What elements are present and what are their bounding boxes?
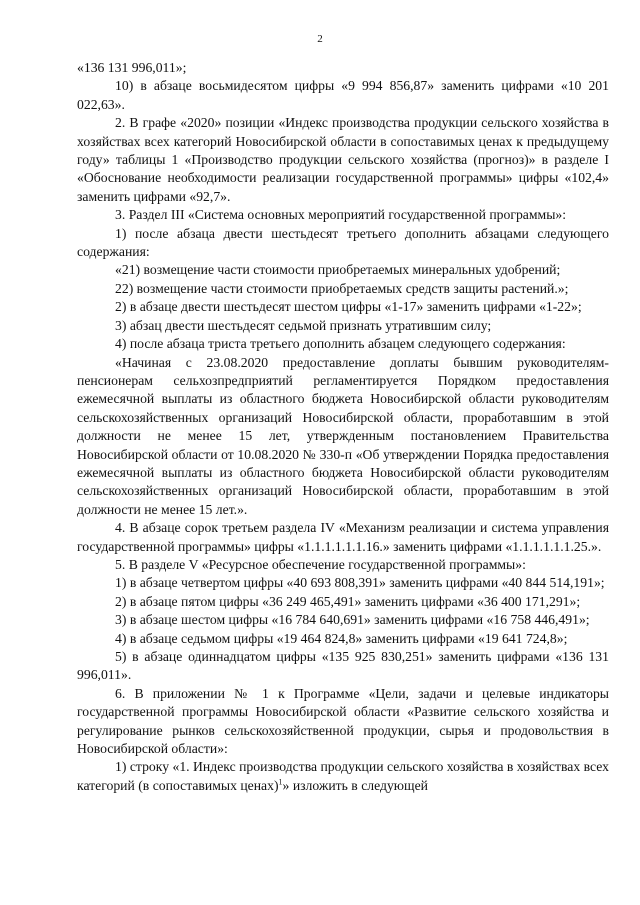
paragraph: 4) после абзаца триста третьего дополнить абзацем следующего содержания: xyxy=(115,336,566,352)
paragraph: 2) в абзаце двести шестьдесят шестом цифры «1-17» заменить цифрами «1-22»; xyxy=(115,299,582,315)
paragraph: «21) возмещение части стоимости приобретаемых минеральных удобрений; xyxy=(115,262,561,278)
page-number: 2 xyxy=(317,33,323,45)
paragraph: 3) абзац двести шестьдесят седьмой признать утратившим силу; xyxy=(115,317,492,333)
paragraph: 3. Раздел III «Система основных мероприятий государственной программы»: xyxy=(115,207,567,223)
paragraph-text: 1) строку «1. Индекс производства продукции сельского хозяйства в хозяйствах всех категорий (в сопоставимых ценах) xyxy=(77,759,609,793)
paragraph: 2. В графе «2020» позиции «Индекс производства продукции сельского хозяйства в хозяйствах всех категорий Новосибирской области в сопоставимых ценах к предыдущему году» таблицы 1 «Производство продукции сельского хозяйства (прогноз)» в разделе I «Обоснование необходимости реализации государственной программы» цифры «102,4» заменить цифрами «92,7». xyxy=(77,115,609,204)
paragraph: 4. В абзаце сорок третьем раздела IV «Механизм реализации и система управления государственной программы» цифры «1.1.1.1.1.1.16.» заменить цифрами «1.1.1.1.1.1.25.». xyxy=(77,520,609,554)
paragraph: 1) в абзаце четвертом цифры «40 693 808,391» заменить цифрами «40 844 514,191»; xyxy=(115,575,605,591)
paragraph: «136 131 996,011»; xyxy=(77,60,187,75)
paragraph: 6. В приложении № 1 к Программе «Цели, задачи и целевые индикаторы государственной программы Новосибирской области «Развитие сельского хозяйства и регулирование рынков сельскохозяйственной продукции, сырья и продовольствия в Новосибирской области»: xyxy=(77,685,609,757)
paragraph: 5) в абзаце одиннадцатом цифры «135 925 830,251» заменить цифрами «136 131 996,011». xyxy=(77,649,609,683)
document-body xyxy=(77,59,609,795)
paragraph: 3) в абзаце шестом цифры «16 784 640,691» заменить цифрами «16 758 446,491»; xyxy=(115,612,590,628)
paragraph: 10) в абзаце восьмидесятом цифры «9 994 856,87» заменить цифрами «10 201 022,63». xyxy=(77,78,609,112)
paragraph: «Начиная с 23.08.2020 предоставление доплаты бывшим руководителям-пенсионерам сельхозпредприятий регламентируется Порядком предоставления ежемесячной выплаты из областного бюджета Новосибирской области руководителям сельскохозяйственных организаций Новосибирской области, проработавшим в этой должности не менее 15 лет, утвержденным постановлением Правительства Новосибирской области от 10.08.2020 № 330-п «Об утверждении Порядка предоставления ежемесячной выплаты из областного бюджета Новосибирской области руководителям сельскохозяйственных организаций Новосибирской области, проработавшим в этой должности не менее 15 лет.». xyxy=(77,354,609,517)
paragraph: 2) в абзаце пятом цифры «36 249 465,491» заменить цифрами «36 400 171,291»; xyxy=(115,593,581,609)
paragraph-text: » изложить в следующей xyxy=(282,777,428,793)
footnote-marker: 1 xyxy=(278,777,283,787)
paragraph: 1) после абзаца двести шестьдесят третьего дополнить абзацами следующего содержания: xyxy=(77,225,609,260)
paragraph: 5. В разделе V «Ресурсное обеспечение государственной программы»: xyxy=(115,556,526,572)
paragraph: 4) в абзаце седьмом цифры «19 464 824,8» заменить цифрами «19 641 724,8»; xyxy=(115,630,568,646)
paragraph: 22) возмещение части стоимости приобретаемых средств защиты растений.»; xyxy=(115,280,569,296)
paragraph-last xyxy=(77,758,609,795)
